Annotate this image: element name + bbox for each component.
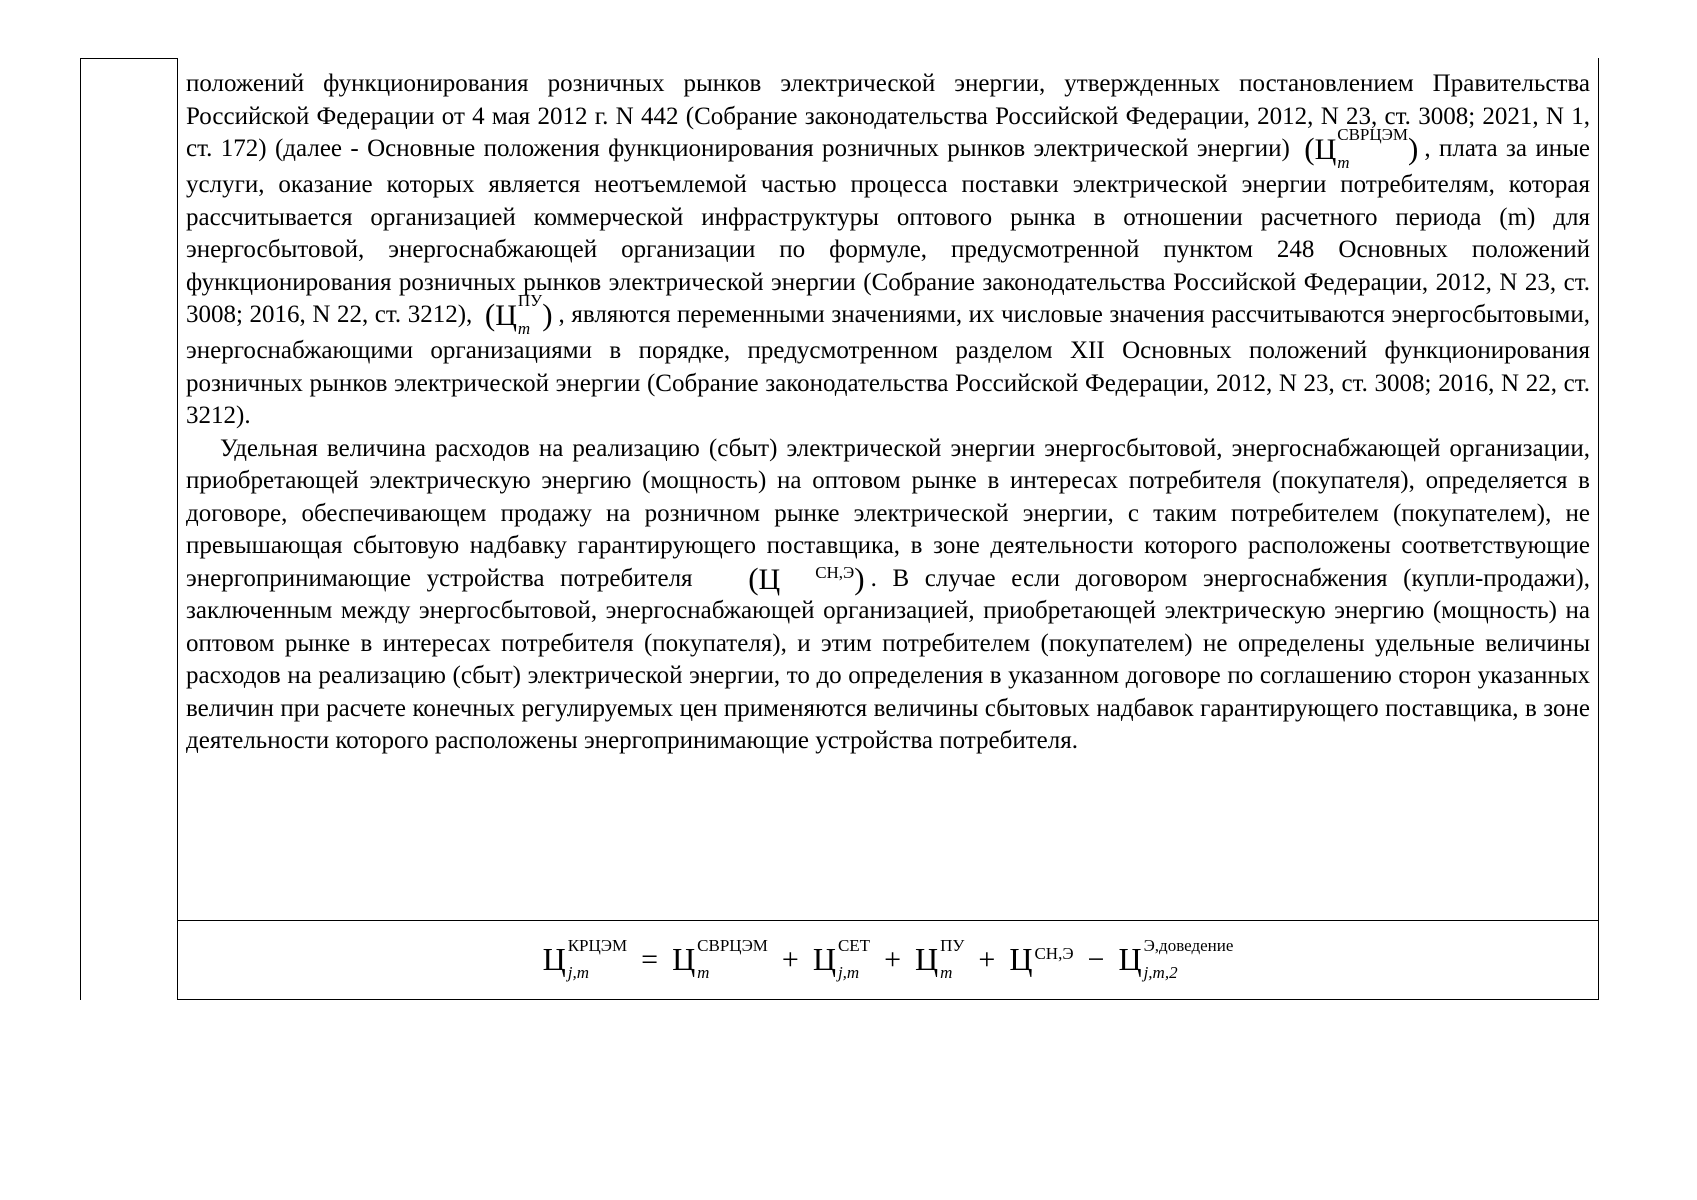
- formula-operator: +: [978, 942, 996, 976]
- paragraph-specific-cost: [186, 433, 1590, 758]
- formula-krcem: [542, 935, 1234, 982]
- formula-term-4: Ц СН,Э: [1009, 941, 1074, 977]
- symbol-c-sn-e: (Ц СН,Э ): [748, 560, 865, 596]
- paragraph-continuation: [186, 68, 1590, 433]
- formula-term-2: Ц СЕТ j,m: [812, 935, 871, 982]
- formula-lhs: Ц КРЦЭМ j,m: [542, 935, 628, 982]
- paragraph-text: положений функционирования розничных рынков электрической энергии, утвержденных постановлением Правительства Российской Федерации от 4 мая 2012 г. N 442 (Собрание законодательства Российской Федерации, 2012, N 23, ст. 3008; 2021, N 1, ст. 172) (далее - Основные положения функционирования розничных рынков электрической энергии): [186, 70, 1590, 162]
- paragraph-text: , плата за иные услуги, оказание которых является неотъемлемой частью процесса поставки электрической энергии потребителям, которая рассчитывается организацией коммерческой инфраструктуры оптового рынка в отношении расчетного периода (m) для энергосбытовой, энергоснабжающей организации по формуле, предусмотренной пунктом 248 Основных положений функционирования розничных рынков электрической энергии (Собрание законодательства Российской Федерации, 2012, N 23, ст. 3008; 2016, N 22, ст. 3212),: [186, 135, 1590, 329]
- formula-operator: +: [884, 942, 901, 976]
- paragraph-text: Удельная величина расходов на реализацию (сбыт) электрической энергии энергосбытовой, энергоснабжающей организации, приобретающей электрическую энергию (мощность) на оптовом рынке в интересах потребителя (покупателя), определяется в договоре, обеспечивающем продажу на розничном рынке электрической энергии, с таким потребителем (покупателем), не превышающая сбытовую надбавку гарантирующего поставщика, в зоне деятельности которого расположены соответствующие энергопринимающие устройства потребителя: [186, 434, 1590, 592]
- formula-term-3: Ц ПУ m: [914, 935, 965, 982]
- symbol-c-pu-m: (Ц ПУ m ): [484, 291, 553, 339]
- formula-equals: =: [641, 942, 659, 976]
- formula-term-5: Ц Э,доведение j,m,2: [1118, 935, 1234, 982]
- symbol-c-svrcem-m: (Ц СВРЦЭМ m ): [1304, 125, 1419, 173]
- table-left-column: [80, 58, 178, 1000]
- paragraph-text: . В случае если договором энергоснабжения (купли-продажи), заключенным между энергосбытовой, энергоснабжающей организацией, приобретающей электрическую энергию (мощность) на оптовом рынке в интересах потребителя (покупателя), и этим потребителем (покупателем) не определены удельные величины расходов на реализацию (сбыт) электрической энергии, то до определения в указанном договоре по соглашению сторон указанных величин при расчете конечных регулируемых цен применяются величины сбытовых надбавок гарантирующего поставщика, в зоне деятельности которого расположены энергопринимающие устройства потребителя.: [186, 564, 1590, 755]
- formula-term-1: Ц СВРЦЭМ m: [672, 935, 768, 982]
- paragraph-text: , являются переменными значениями, их числовые значения рассчитываются энергосбытовыми, энергоснабжающими организациями в порядке, предусмотренном разделом XII Основных положений функционирования розничных рынков электрической энергии (Собрание законодательства Российской Федерации, 2012, N 23, ст. 3008; 2016, N 22, ст. 3212).: [186, 301, 1591, 430]
- table-formula-cell: [177, 920, 1599, 1000]
- table-text-cell: [177, 58, 1599, 921]
- formula-operator: +: [781, 942, 799, 976]
- formula-operator: −: [1087, 942, 1105, 976]
